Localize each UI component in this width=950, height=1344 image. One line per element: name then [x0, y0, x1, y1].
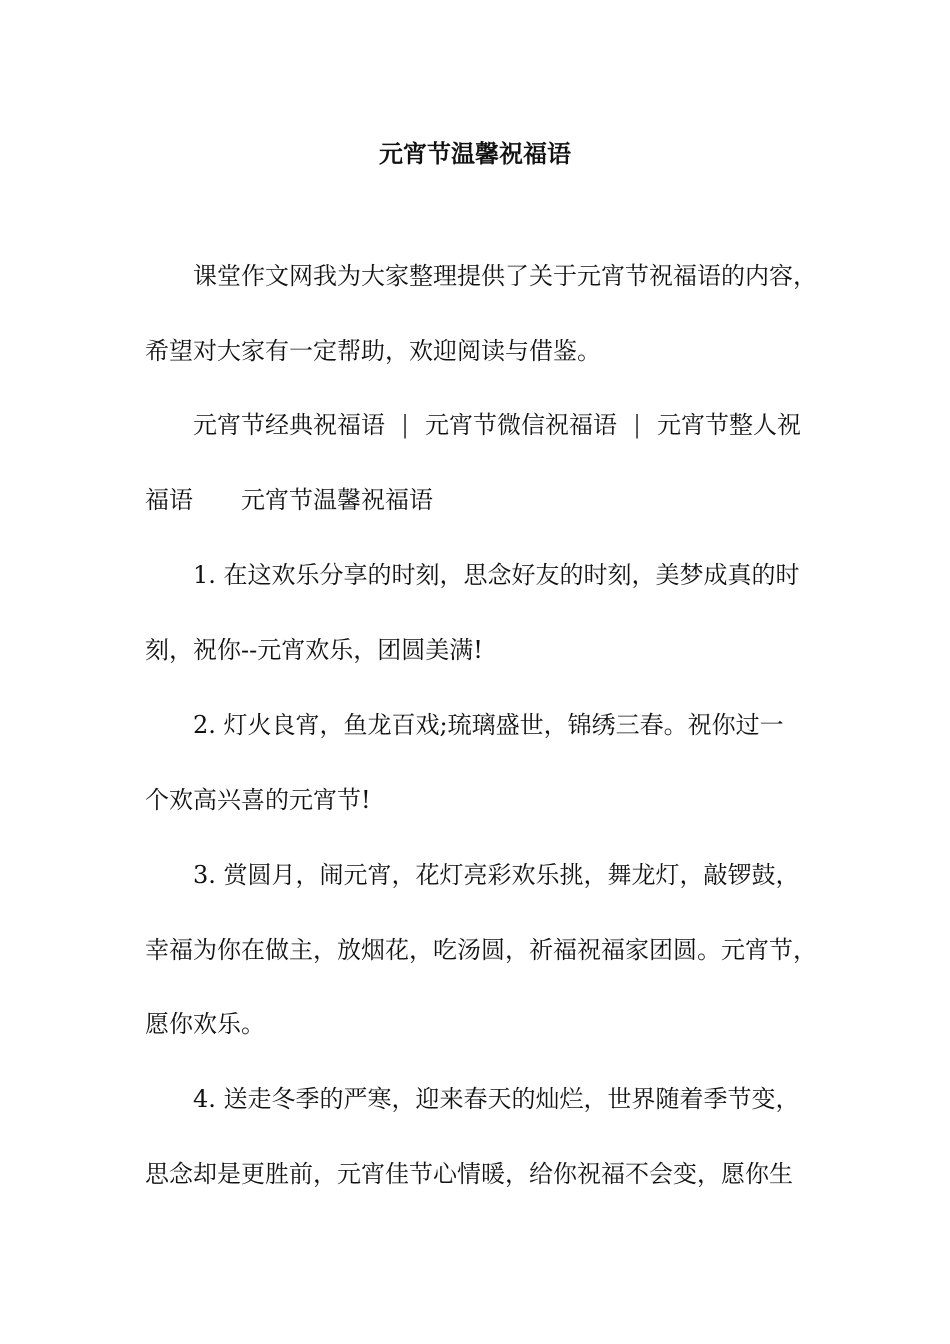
related-links-row-2 — [145, 480, 433, 520]
link-classic-wishes[interactable]: 元宵节经典祝福语 — [193, 411, 385, 439]
wish-4-line-1: 4. 送走冬季的严寒，迎来春天的灿烂，世界随着季节变， — [193, 1085, 800, 1113]
wish-1-line-1: 1. 在这欢乐分享的时刻，思念好友的时刻，美梦成真的时 — [193, 561, 800, 589]
link-separator: | — [400, 411, 410, 439]
wish-3-line-1: 3. 赏圆月，闹元宵，花灯亮彩欢乐挑，舞龙灯，敲锣鼓， — [193, 861, 800, 889]
link-separator: | — [632, 411, 642, 439]
wish-2-line-1: 2. 灯火良宵，鱼龙百戏;琉璃盛世，锦绣三春。祝你过一 — [193, 711, 784, 739]
current-article-label: 元宵节温馨祝福语 — [241, 486, 433, 514]
intro-line-2: 希望对大家有一定帮助，欢迎阅读与借鉴。 — [145, 337, 601, 365]
page-title: 元宵节温馨祝福语 — [379, 139, 571, 168]
link-prank-wishes-part1[interactable]: 元宵节整人祝 — [657, 411, 801, 439]
link-wechat-wishes[interactable]: 元宵节微信祝福语 — [425, 411, 617, 439]
wish-2-line-2: 个欢高兴喜的元宵节! — [145, 786, 371, 814]
wish-1-line-2: 刻，祝你--元宵欢乐，团圆美满! — [145, 636, 483, 664]
wish-3-line-3: 愿你欢乐。 — [145, 1010, 265, 1038]
related-links-row — [193, 405, 801, 445]
wish-4-line-2: 思念却是更胜前，元宵佳节心情暖，给你祝福不会变，愿你生 — [145, 1160, 793, 1188]
wish-3-line-2: 幸福为你在做主，放烟花，吃汤圆，祈福祝福家团圆。元宵节， — [145, 936, 817, 964]
intro-line-1: 课堂作文网我为大家整理提供了关于元宵节祝福语的内容， — [193, 262, 817, 290]
link-prank-wishes-part2[interactable]: 福语 — [145, 486, 193, 514]
